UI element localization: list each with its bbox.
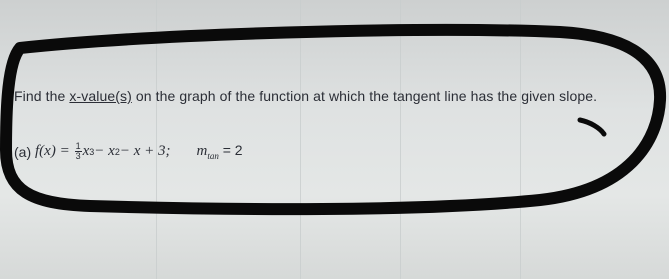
function-term-rest: − x + 3; — [119, 143, 171, 159]
instruction-text-end: on the graph of the function at which the tangent line has the given slope. — [131, 88, 598, 104]
slope-symbol: m — [196, 143, 208, 159]
slope-subscript: tan — [207, 151, 219, 161]
exponent-2: 2 — [114, 146, 120, 157]
instruction-text-start: Find the — [14, 88, 70, 104]
exponent-3: 3 — [89, 146, 95, 157]
function-term-minus-x: − x — [94, 143, 115, 159]
function-term-x: x — [82, 143, 90, 159]
function-lhs: f(x) = — [35, 143, 70, 159]
instruction-underlined: x-value(s) — [69, 88, 132, 104]
part-label: (a) — [14, 143, 32, 160]
fraction-numerator: 1 — [75, 141, 81, 151]
slope-value: = 2 — [218, 142, 243, 158]
fraction-denominator: 3 — [75, 151, 81, 161]
